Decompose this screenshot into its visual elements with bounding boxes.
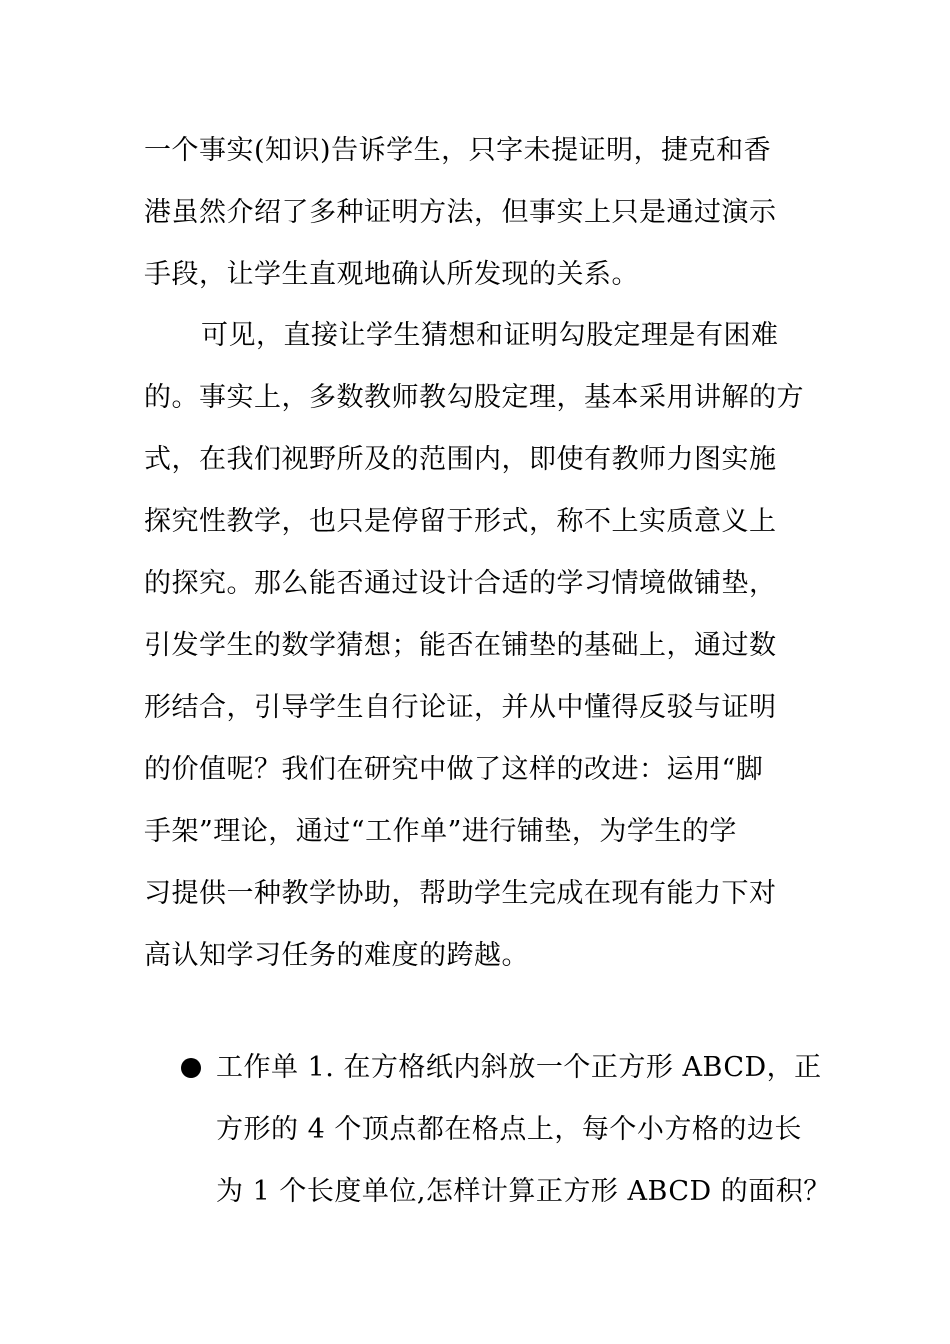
paragraph-2-line-6: 引发学生的数学猜想；能否在铺垫的基础上，通过数 bbox=[144, 630, 777, 661]
paragraph-2-line-3: 式，在我们视野所及的范围内，即使有教师力图实施 bbox=[144, 444, 777, 475]
paragraph-2-line-10: 习提供一种教学协助，帮助学生完成在现有能力下对 bbox=[144, 878, 777, 909]
paragraph-2-line-11: 高认知学习任务的难度的跨越。 bbox=[144, 940, 529, 971]
worksheet-line-1: 工作单 1. 在方格纸内斜放一个正方形 ABCD，正 bbox=[216, 1052, 822, 1083]
paragraph-2-line-2: 的。事实上，多数教师教勾股定理，基本采用讲解的方 bbox=[144, 382, 804, 413]
paragraph-2-line-1: 可见，直接让学生猜想和证明勾股定理是有困难 bbox=[201, 320, 779, 351]
worksheet-line-3: 为 1 个长度单位,怎样计算正方形 ABCD 的面积？ bbox=[216, 1176, 831, 1207]
bullet-icon bbox=[181, 1058, 201, 1078]
paragraph-2-line-5: 的探究。那么能否通过设计合适的学习情境做铺垫， bbox=[144, 568, 777, 599]
worksheet-line-2: 方形的 4 个顶点都在格点上，每个小方格的边长 bbox=[216, 1114, 802, 1145]
paragraph-2-line-9: 手架”理论，通过“工作单”进行铺垫，为学生的学 bbox=[144, 816, 737, 847]
paragraph-2-line-4: 探究性教学，也只是停留于形式，称不上实质意义上 bbox=[144, 506, 777, 537]
paragraph-2-line-7: 形结合，引导学生自行论证，并从中懂得反驳与证明 bbox=[144, 692, 777, 723]
paragraph-1-line-2: 港虽然介绍了多种证明方法，但事实上只是通过演示 bbox=[144, 197, 777, 228]
paragraph-2-line-8: 的价值呢？我们在研究中做了这样的改进：运用“脚 bbox=[144, 754, 764, 785]
paragraph-1-line-1: 一个事实(知识)告诉学生，只字未提证明，捷克和香 bbox=[144, 135, 772, 166]
paragraph-1-line-3: 手段，让学生直观地确认所发现的关系。 bbox=[144, 259, 639, 290]
